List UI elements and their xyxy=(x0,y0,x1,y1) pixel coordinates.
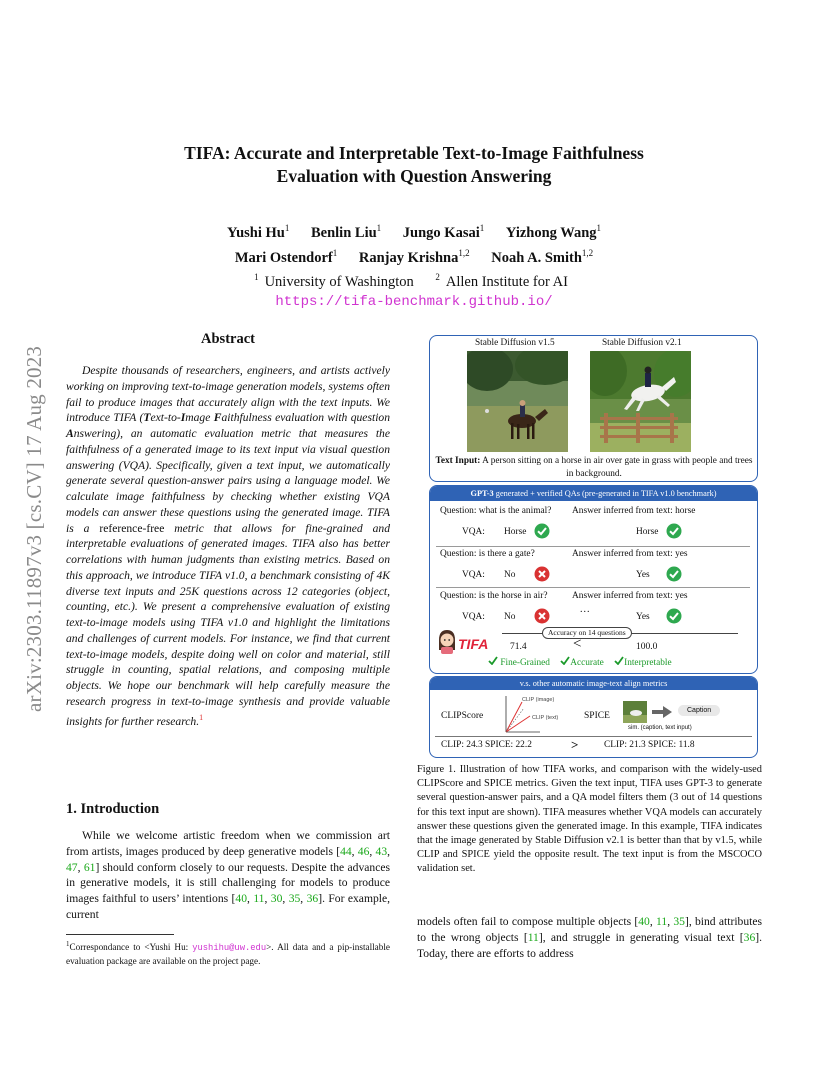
property-item: Fine-Grained xyxy=(488,658,554,668)
affiliation: $^1$ University of Washington xyxy=(254,272,414,291)
tifa-score-sd21: 100.0 xyxy=(636,642,658,652)
author-name: Yizhong Wang$^1$ xyxy=(505,223,602,241)
tifa-properties xyxy=(488,656,680,668)
check-icon xyxy=(666,523,682,542)
citation-link[interactable]: 36 xyxy=(306,892,319,905)
figure-metrics-panel xyxy=(429,676,758,758)
abstract-heading: Abstract xyxy=(201,331,255,347)
author-name: Noah A. Smith$^{1,2}$ xyxy=(491,247,594,266)
author-name: Yushi Hu$^1$ xyxy=(226,223,290,241)
metrics-header-bar: v.s. other automatic image-text align metrics xyxy=(430,677,757,690)
check-icon xyxy=(666,566,682,585)
arrow-right-icon xyxy=(651,705,673,724)
caption-pill: Caption xyxy=(678,705,720,716)
citation-link[interactable]: 43 xyxy=(375,844,388,858)
model-label-left: Stable Diffusion v1.5 xyxy=(475,338,555,348)
affiliation: $^2$ Allen Institute for AI xyxy=(435,272,568,291)
tifa-mascot-icon xyxy=(436,628,458,659)
checkmark-icon xyxy=(560,656,570,665)
clipscore-label: CLIPScore xyxy=(441,711,484,721)
author-block xyxy=(0,218,828,312)
email-link[interactable]: yushihu@uw.edu xyxy=(192,943,267,954)
citation-link[interactable]: 61 xyxy=(83,860,96,874)
affiliations xyxy=(0,268,828,293)
spice-label: SPICE xyxy=(584,711,610,721)
intro-paragraph: While we welcome artistic freedom when we commission art from artists, images produced by deep generative models [44, 46, 43, 47, 61] should conform closely to our requests. Despite the advances in generative models, it is still challenging for models to produce images faithful to users’ intentions [40, 11, 30, 35, 36]. For example, current xyxy=(66,829,391,921)
clip-image-label: CLIP (image) xyxy=(522,697,555,703)
citation-link[interactable]: 46 xyxy=(357,844,370,858)
footnote-divider xyxy=(66,934,174,935)
metrics-score-sd21: CLIP: 21.3 SPICE: 11.8 xyxy=(604,740,695,750)
checkmark-icon xyxy=(488,656,498,665)
project-url-link[interactable]: https://tifa-benchmark.github.io/ xyxy=(275,294,553,311)
more-questions-ellipsis: ... xyxy=(580,604,591,615)
title-line-2: Evaluation with Question Answering xyxy=(276,166,552,186)
thumbnail-image xyxy=(623,701,647,728)
author-name: Benlin Liu$^1$ xyxy=(310,223,382,241)
figure-generated-images-panel xyxy=(429,335,758,482)
check-icon xyxy=(534,523,550,542)
qa-divider xyxy=(436,587,750,588)
citation-link[interactable]: 36 xyxy=(743,930,756,944)
generated-image-sd21 xyxy=(590,351,691,452)
citation-link[interactable]: 30 xyxy=(270,892,283,905)
property-item: Accurate xyxy=(560,658,608,668)
abstract-text: Despite thousands of researchers, engineers, and artists actively working on improving text-to-image generation models, systems often fail to produce images that accurately align with the text inputs. We introduce TIFA (Text-to-Image Faithfulness evaluation with question Answering), an automatic evaluation metric that measures the faithfulness of a generated image to its text input via visual question answering (VQA). Specifically, given a text input, we automatically generate several question-answer pairs using a language model. We calculate image faithfulness by checking whether existing VQA models can answer these questions using the generated image. TIFA is a reference-free metric that allows for fine-grained and interpretable evaluations of generated images. TIFA also has better correlations with human judgments than existing metrics. Based on this approach, we introduce TIFA v1.0, a benchmark consisting of 4K diverse text inputs and 25K questions across 12 categories (object, counting, etc.). We present a comprehensive evaluation of existing text-to-image models using TIFA v1.0 and highlight the limitations and challenges of current models. For instance, we find that current text-to-image models, despite doing well on color and material, still struggle in counting, spatial relations, and composing multiple objects. We hope our benchmark will help carefully measure the research progress in text-to-image synthesis and provide valuable insights for further research.$^1$ xyxy=(66,364,391,728)
qa-header-bar: GPT-3 generated + verified QAs (pre-generated in TIFA v1.0 benchmark) xyxy=(430,486,757,501)
authors-row-1 xyxy=(0,218,828,243)
footnote: $^1$Correspondance to <Yushi Hu: yushihu@uw.edu>. All data and a pip-installable evaluation package are available on the project page. xyxy=(66,940,390,966)
citation-link[interactable]: 40 xyxy=(638,915,650,928)
citation-link[interactable]: 11 xyxy=(656,915,668,928)
tifa-score-sd15: 71.4 xyxy=(510,642,527,652)
citation-link[interactable]: 11 xyxy=(527,930,539,944)
figure-qa-panel: GPT-3 generated + verified QAs (pre-generated in TIFA v1.0 benchmark) Question: what is the animal? Answer inferred from text: horse VQA: Horse Horse Question: is there a gate? Answer inferred from text: yes VQA: No Yes Question: is the horse in air? Answer inferred from text: yes VQA: No Yes ... Accuracy on 14 questions TIFA 71.4 < 100.0 Fine-Grained Accurate Interpretable xyxy=(429,485,758,674)
metrics-score-sd15: CLIP: 24.3 SPICE: 22.2 xyxy=(441,740,532,750)
arxiv-identifier: arXiv:2303.11897v3 [cs.CV] 17 Aug 2023 xyxy=(22,345,46,712)
generated-image-sd15 xyxy=(467,351,568,452)
authors-row-2 xyxy=(0,243,828,268)
author-name: Ranjay Krishna$^{1,2}$ xyxy=(358,247,470,266)
citation-link[interactable]: 40 xyxy=(235,892,247,905)
paper-title xyxy=(0,142,828,188)
footnote-ref-link[interactable]: 1 xyxy=(199,712,204,722)
qa-divider xyxy=(436,546,750,547)
model-label-right: Stable Diffusion v2.1 xyxy=(602,338,682,348)
right-column-paragraph: models often fail to compose multiple objects [40, 11, 35], bind attributes to the wrong objects [11], and struggle in generating visual text [36]. Today, there are efforts to address xyxy=(417,915,763,960)
cross-icon xyxy=(534,566,550,585)
citation-link[interactable]: 11 xyxy=(253,892,265,905)
citation-link[interactable]: 47 xyxy=(66,860,78,874)
citation-link[interactable]: 35 xyxy=(288,892,301,905)
greater-than-sign: > xyxy=(571,737,579,752)
checkmark-icon xyxy=(614,656,624,665)
citation-link[interactable]: 35 xyxy=(673,915,685,928)
author-name: Mari Ostendorf$^1$ xyxy=(234,247,338,266)
clip-text-label: CLIP (text) xyxy=(532,715,559,721)
property-item: Interpretable xyxy=(614,658,676,668)
citation-link[interactable]: 44 xyxy=(340,844,352,858)
accuracy-label: Accuracy on 14 questions xyxy=(542,627,632,639)
metrics-divider xyxy=(435,736,752,737)
similarity-label: sim. (caption, text input) xyxy=(628,725,692,731)
tifa-logo-text: TIFA xyxy=(458,636,489,652)
cross-icon xyxy=(534,608,550,627)
text-input: Text Input: A person sitting on a horse in air over gate in grass with people and trees in background. xyxy=(435,456,753,479)
figure-caption: Figure 1. Illustration of how TIFA works, and comparison with the widely-used CLIPScore and SPICE metrics. Given the text input, TIFA uses GPT-3 to generate several question-answer pairs, and a QA model filters them (3 out of 14 questions for this text input are shown). TIFA measures whether VQA models can accurately answer these questions given the generated image. In this example, TIFA indicates that the image generated by Stable Diffusion v2.1 is better than that by v1.5, while CLIP and SPICE yield the opposite result. The text input is from the MSCOCO validation set. xyxy=(417,764,762,875)
section-heading-introduction: 1. Introduction xyxy=(66,801,160,817)
author-name: Jungo Kasai$^1$ xyxy=(402,223,485,241)
check-icon xyxy=(666,608,682,627)
title-line-1: TIFA: Accurate and Interpretable Text-to-Image Faithfulness xyxy=(184,143,644,163)
less-than-sign: < xyxy=(573,636,582,652)
